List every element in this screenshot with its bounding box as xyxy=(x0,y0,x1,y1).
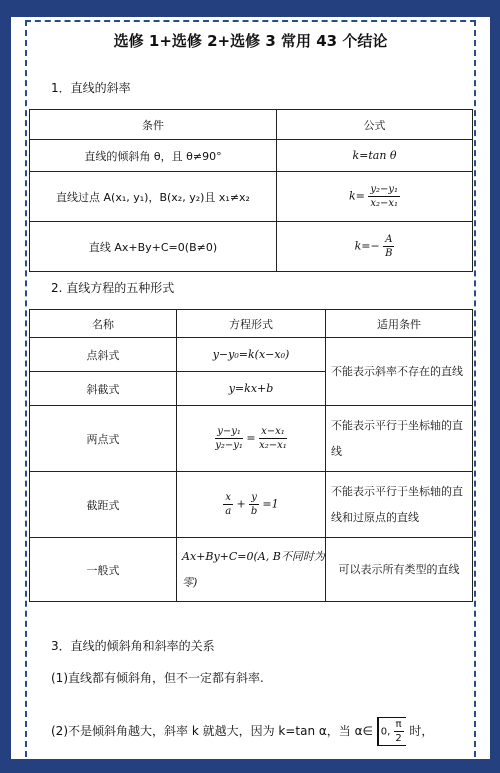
two-point-frac-1 xyxy=(215,425,243,452)
two-point-equals: = xyxy=(246,431,256,445)
form-name: 两点式 xyxy=(30,406,177,472)
form-name: 斜截式 xyxy=(30,372,177,406)
form-equation: y−y₀=k(x−x₀) xyxy=(177,338,326,372)
two-point-den-1: y₂−y₁ xyxy=(215,440,243,451)
two-point-num-1: y−y₁ xyxy=(217,426,241,437)
two-point-num-2: x−x₁ xyxy=(261,426,285,437)
form-condition: 不能表示平行于坐标轴的直线 xyxy=(326,406,473,472)
header-formula: 公式 xyxy=(277,110,473,140)
row3-condition: 直线 Ax+By+C=0(B≠0) xyxy=(30,222,277,272)
line-forms-table xyxy=(29,309,473,602)
row3-fraction xyxy=(383,233,394,260)
two-point-den-2: x₂−x₁ xyxy=(259,440,287,451)
row3-den: B xyxy=(385,248,393,259)
row3-k: k=− xyxy=(354,239,380,253)
form-equation xyxy=(177,406,326,472)
header-equation: 方程形式 xyxy=(177,310,326,338)
form-condition: 不能表示平行于坐标轴的直线和过原点的直线 xyxy=(326,472,473,538)
row2-condition: 直线过点 A(x₁, y₁)，B(x₂, y₂)且 x₁≠x₂ xyxy=(30,172,277,222)
form-name: 一般式 xyxy=(30,538,177,602)
intercept-den-2: b xyxy=(250,506,258,517)
row1-formula: k=tan θ xyxy=(277,140,473,172)
intercept-equals-one: =1 xyxy=(262,497,279,511)
interval-bracket xyxy=(377,717,406,746)
intercept-plus: + xyxy=(236,497,246,511)
form-equation xyxy=(177,472,326,538)
row3-formula xyxy=(277,222,473,272)
paragraph-2-text: (2)不是倾斜角越大，斜率 k 就越大，因为 k=tan α，当 α∈ xyxy=(51,724,373,738)
header-name: 名称 xyxy=(30,310,177,338)
intercept-num-1: x xyxy=(225,492,232,503)
two-point-frac-2 xyxy=(259,425,287,452)
paragraph-2-end: 时， xyxy=(409,724,434,738)
section3-heading: 3．直线的倾斜角和斜率的关系 xyxy=(51,639,215,653)
row2-den: x₂−x₁ xyxy=(370,198,399,209)
section1-heading: 1．直线的斜率 xyxy=(51,81,131,95)
document-page xyxy=(11,17,490,759)
section2-heading: 2. 直线方程的五种形式 xyxy=(51,281,175,295)
pi-den: 2 xyxy=(395,733,402,744)
paragraph-1: (1)直线都有倾斜角，但不一定都有斜率. xyxy=(51,671,264,685)
intercept-frac-1 xyxy=(223,491,233,518)
row2-fraction xyxy=(368,183,400,210)
row3-num: A xyxy=(385,234,393,245)
form-name: 截距式 xyxy=(30,472,177,538)
interval-start: 0, xyxy=(380,726,391,738)
intercept-den-1: a xyxy=(225,506,232,517)
intercept-frac-2 xyxy=(249,491,259,518)
header-condition: 条件 xyxy=(30,110,277,140)
form-equation: Ax+By+C=0(A, B不同时为零) xyxy=(177,538,326,602)
form-condition: 不能表示斜率不存在的直线 xyxy=(326,338,473,406)
form-equation: y=kx+b xyxy=(177,372,326,406)
slope-table xyxy=(29,109,473,272)
row2-formula xyxy=(277,172,473,222)
form-condition: 可以表示所有类型的直线 xyxy=(326,538,473,602)
paragraph-2 xyxy=(51,717,433,746)
row2-num: y₂−y₁ xyxy=(370,184,399,195)
page-title: 选修 1+选修 2+选修 3 常用 43 个结论 xyxy=(113,32,388,50)
pi-num: π xyxy=(395,719,402,730)
pi-over-two xyxy=(394,718,404,745)
intercept-num-2: y xyxy=(251,492,257,503)
header-condition: 适用条件 xyxy=(326,310,473,338)
row1-condition: 直线的倾斜角 θ，且 θ≠90° xyxy=(30,140,277,172)
row2-k: k= xyxy=(348,189,365,203)
form-name: 点斜式 xyxy=(30,338,177,372)
